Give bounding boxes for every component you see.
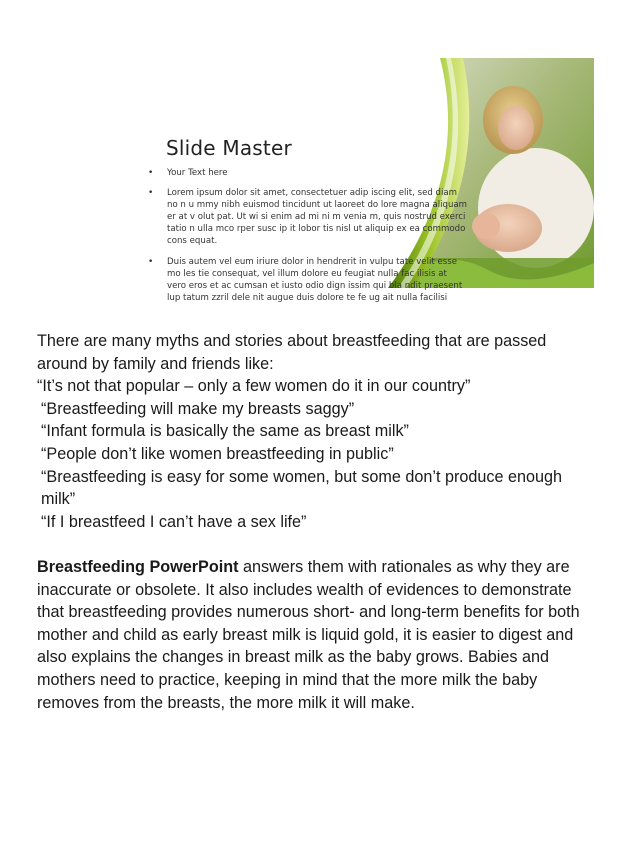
paragraph-gap bbox=[37, 533, 597, 556]
slide-bullet-list bbox=[148, 167, 468, 312]
slide-thumbnail bbox=[68, 58, 594, 303]
myth-quote: “People don’t like women breastfeeding in public” bbox=[41, 444, 394, 463]
slide-bullet: • Duis autem vel eum iriure dolor in hendrerit in vulpu tate velit esse mo les tie consequat, vel illum dolore eu feugiat nulla fac ilisis at vero eros et ac cumsan et iusto odio dign issim qui bla ndit praesent lup tatum zzril dele nit augue duis dolore te fe ug ait nulla facilisi bbox=[148, 256, 468, 304]
myth-quote: “Breastfeeding is easy for some women, but some don’t produce enough milk” bbox=[41, 467, 562, 509]
myth-quote: “Infant formula is basically the same as breast milk” bbox=[41, 422, 409, 441]
slide-bullet: • Your Text here bbox=[148, 167, 468, 179]
myth-quote: “It’s not that popular – only a few women do it in our country” bbox=[37, 377, 471, 396]
slide-title: Slide Master bbox=[166, 136, 292, 160]
slide-bullet: • Lorem ipsum dolor sit amet, consectetuer adip iscing elit, sed diam no n u mmy nibh euismod tincidunt ut laoreet do lore magna aliquam er at v olut pat. Ut wi si enim ad mi ni m venia m, quis nostrud exerci tatio n ulla mco rper susc ip it lobor tis nisl ut aliquip ex ea commodo cons equat. bbox=[148, 187, 468, 247]
document-body bbox=[37, 330, 597, 714]
intro-paragraph: There are many myths and stories about breastfeeding that are passed around by family and friends like: bbox=[37, 332, 547, 373]
myth-quote: “If I breastfeed I can’t have a sex life” bbox=[41, 512, 307, 531]
summary-bold-lead: Breastfeeding PowerPoint bbox=[37, 557, 239, 576]
summary-text: answers them with rationales as why they are inaccurate or obsolete. It also includes wealth of evidences to demonstrate that breastfeeding provides numerous short- and long-term benefits for both mother and child as early breast milk is liquid gold, it is easier to digest and also explains the changes in breast milk as the baby grows. Babies and mothers need to practice, keeping in mind that the more milk the baby removes from the breasts, the more milk it will make. bbox=[37, 557, 580, 712]
summary-paragraph bbox=[37, 556, 597, 714]
myth-quote: “Breastfeeding will make my breasts saggy” bbox=[41, 399, 355, 418]
